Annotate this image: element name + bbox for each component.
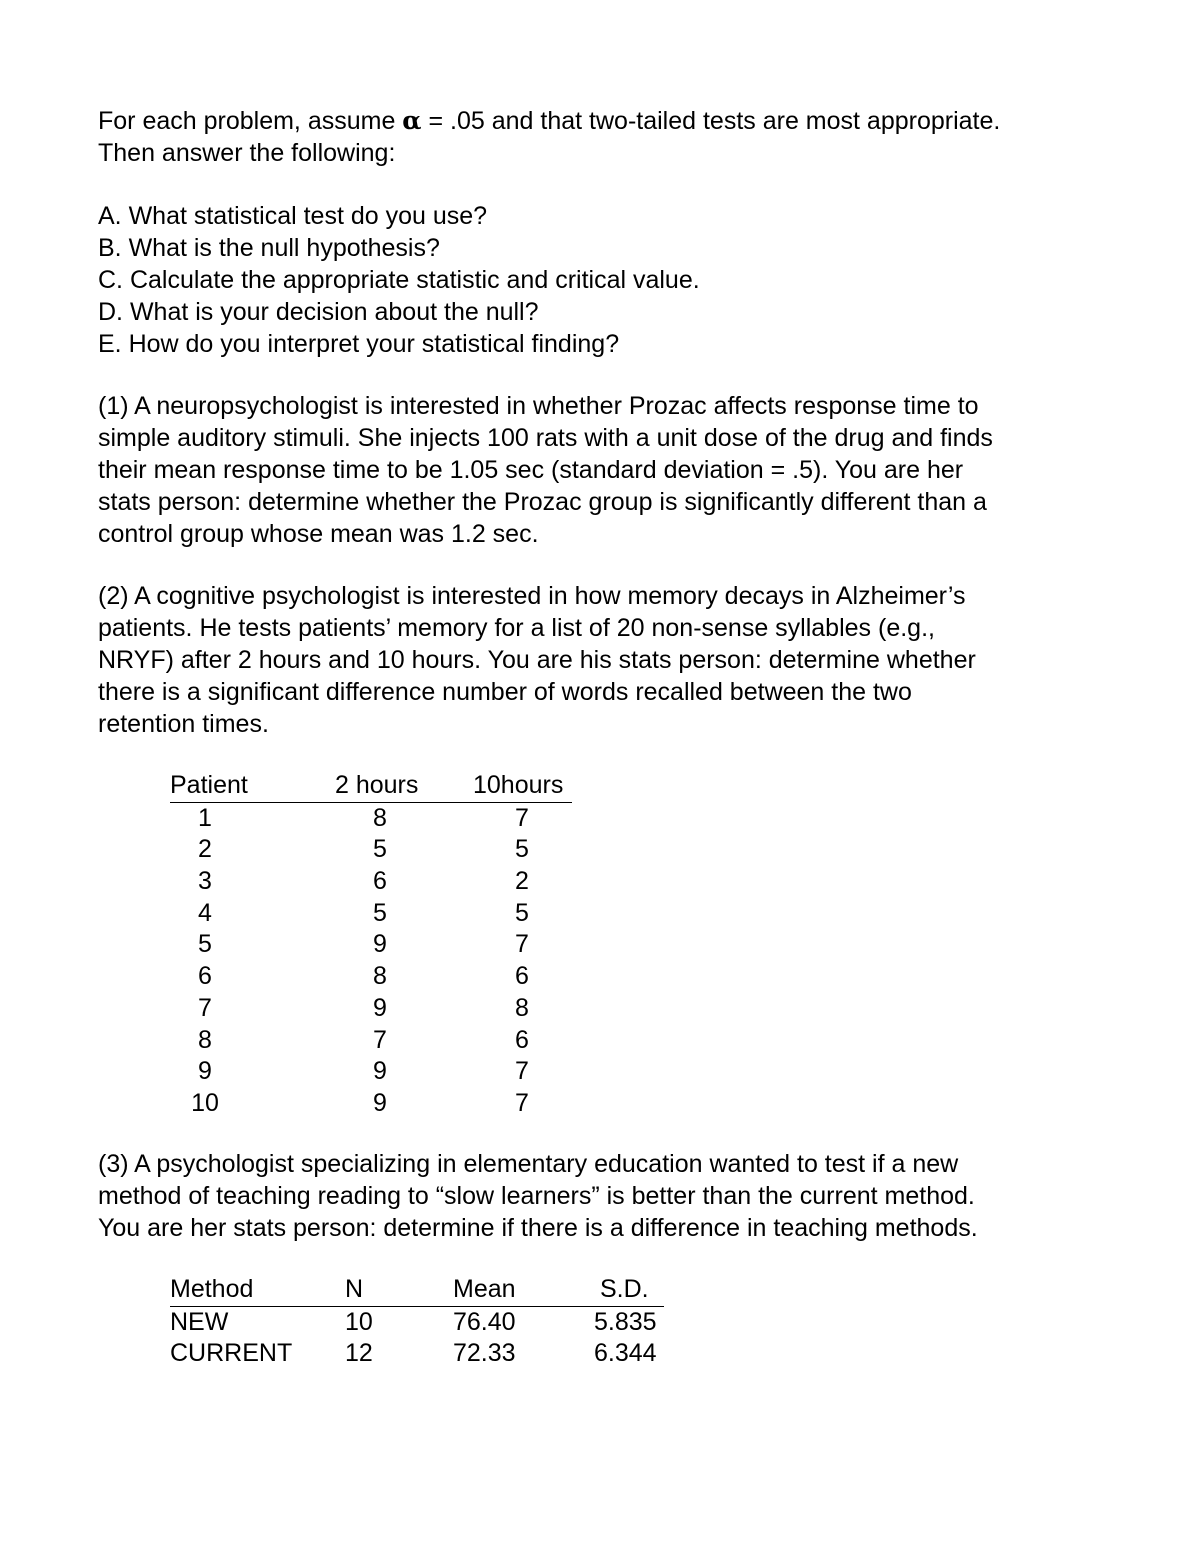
cell-10-hours: 7 [515,1057,529,1086]
cell-10-hours: 5 [515,835,529,864]
table-row [170,993,572,1025]
cell-2-hours: 7 [373,1025,387,1054]
column-header-10-hours: 10hours [473,771,564,799]
cell-patient: 6 [198,962,212,991]
cell-sd: 5.835 [594,1307,657,1336]
problem-2 [98,580,1108,740]
question-d: D. What is your decision about the null? [98,298,539,326]
column-header-sd: S.D. [600,1275,649,1303]
cell-n: 12 [345,1339,373,1368]
column-header-method: Method [170,1275,254,1303]
problem-3-line: (3) A psychologist specializing in elementary education wanted to test if a new [98,1150,959,1178]
problem-2-line: patients. He tests patients’ memory for a list of 20 non-sense syllables (e.g., [98,614,935,642]
cell-2-hours: 8 [373,803,387,832]
intro-paragraph [98,105,1108,169]
problem-1-line: (1) A neuropsychologist is interested in whether Prozac affects response time to [98,392,979,420]
problem-3-line: method of teaching reading to “slow learners” is better than the current method. [98,1182,975,1210]
alpha-symbol: α [402,106,422,135]
cell-patient: 9 [198,1057,212,1086]
question-a: A. What statistical test do you use? [98,202,488,230]
table-row [170,1338,664,1370]
cell-patient: 2 [198,835,212,864]
cell-method: NEW [170,1307,229,1336]
table-row [170,1025,572,1057]
cell-2-hours: 9 [373,993,387,1022]
cell-patient: 7 [198,993,212,1022]
cell-10-hours: 7 [515,803,529,832]
table-row [170,834,572,866]
column-header-patient: Patient [170,771,248,799]
problem-3-line: You are her stats person: determine if there is a difference in teaching methods. [98,1214,978,1242]
table-row [170,961,572,993]
table-row [170,929,572,961]
problem-1-line: their mean response time to be 1.05 sec (standard deviation = .5). You are her [98,456,964,484]
question-b: B. What is the null hypothesis? [98,234,440,262]
problem-3 [98,1148,1108,1244]
column-header-2-hours: 2 hours [335,771,419,799]
cell-2-hours: 9 [373,1057,387,1086]
intro-line-1 [98,105,1108,137]
methods-table-header [170,1274,664,1307]
intro-text-after-alpha: = .05 and that two-tailed tests are most appropriate. [421,107,1001,135]
problem-1 [98,390,1108,550]
cell-patient: 1 [198,803,212,832]
column-header-mean: Mean [453,1275,516,1303]
column-header-n: N [345,1275,364,1303]
problem-1-line: control group whose mean was 1.2 sec. [98,520,539,548]
cell-2-hours: 5 [373,835,387,864]
question-list [98,200,1108,360]
cell-method: CURRENT [170,1339,293,1368]
problem-2-line: NRYF) after 2 hours and 10 hours. You are his stats person: determine whether [98,646,976,674]
cell-10-hours: 8 [515,993,529,1022]
cell-sd: 6.344 [594,1339,657,1368]
cell-mean: 72.33 [453,1339,516,1368]
problem-2-line: (2) A cognitive psychologist is interested in how memory decays in Alzheimer’s [98,582,966,610]
problem-1-line: simple auditory stimuli. She injects 100 rats with a unit dose of the drug and finds [98,424,993,452]
recall-table-header [170,770,572,803]
cell-patient: 4 [198,898,212,927]
cell-patient: 5 [198,930,212,959]
question-c: C. Calculate the appropriate statistic and critical value. [98,266,700,294]
cell-mean: 76.40 [453,1307,516,1336]
cell-10-hours: 7 [515,930,529,959]
table-row [170,1307,664,1339]
intro-line-2: Then answer the following: [98,139,396,167]
cell-10-hours: 6 [515,1025,529,1054]
intro-text-before-alpha: For each problem, assume [98,107,403,135]
cell-10-hours: 5 [515,898,529,927]
question-e: E. How do you interpret your statistical finding? [98,330,620,358]
cell-2-hours: 9 [373,1088,387,1117]
table-row [170,803,572,835]
methods-table [170,1274,664,1370]
cell-10-hours: 7 [515,1088,529,1117]
cell-n: 10 [345,1307,373,1336]
table-row [170,1088,572,1120]
cell-10-hours: 6 [515,962,529,991]
recall-table [170,770,572,1120]
problem-2-line: there is a significant difference number of words recalled between the two [98,678,912,706]
cell-patient: 3 [198,867,212,896]
problem-2-line: retention times. [98,710,269,738]
cell-patient: 8 [198,1025,212,1054]
table-row [170,1056,572,1088]
cell-2-hours: 9 [373,930,387,959]
problem-1-line: stats person: determine whether the Prozac group is significantly different than a [98,488,987,516]
cell-10-hours: 2 [515,867,529,896]
cell-patient: 10 [191,1088,219,1117]
table-row [170,866,572,898]
cell-2-hours: 8 [373,962,387,991]
cell-2-hours: 5 [373,898,387,927]
cell-2-hours: 6 [373,867,387,896]
table-row [170,898,572,930]
